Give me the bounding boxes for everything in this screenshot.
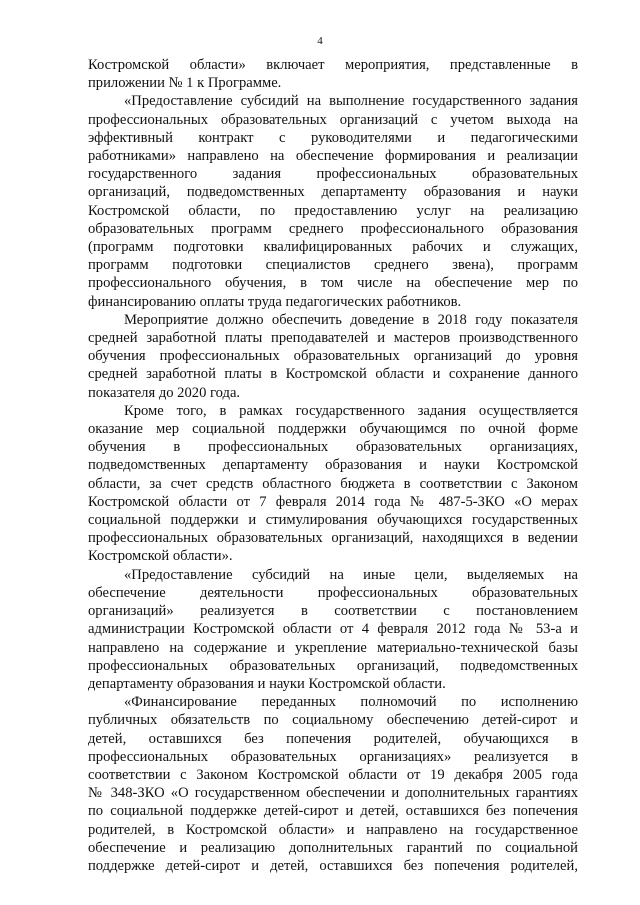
text-line: профессиональных образовательных организаций, находящихся в ведении: [88, 530, 578, 547]
text-line: социальной поддержки и стимулирования обучающихся государственных: [88, 512, 578, 529]
text-line: финансированию оплаты труда педагогических работников.: [88, 293, 462, 310]
text-line: средней заработной платы в Костромской области и сохранение данного: [88, 366, 578, 383]
text-line: организаций» реализуется в соответствии с постановлением: [88, 603, 578, 620]
text-line: администрации Костромской области от 4 февраля 2012 года № 53-а и: [88, 621, 578, 638]
paragraph: [88, 56, 578, 92]
text-line: обеспечение и реализацию дополнительных гарантий по социальной: [88, 839, 578, 856]
text-line: обучения в профессиональных образовательных организациях,: [88, 439, 578, 456]
text-line: публичных обязательств по социальному обеспечению детей-сирот и: [88, 712, 578, 729]
text-line: «Предоставление субсидий на иные цели, выделяемых на: [124, 566, 578, 583]
document-body: [88, 56, 578, 875]
text-line: Костромской области» включает мероприятия, представленные в: [88, 57, 578, 73]
paragraph: [88, 402, 578, 566]
text-line: родителей, в Костромской области» и направлено на государственное: [88, 821, 578, 838]
text-line: профессиональных образовательных организаций, подведомственных: [88, 657, 578, 674]
text-line: (программ подготовки квалифицированных рабочих и служащих,: [88, 239, 578, 256]
text-line: Костромской области от 7 февраля 2014 года № 487-5-ЗКО «О мерах: [88, 493, 578, 510]
text-line: профессиональных образовательных организациях» реализуется в: [88, 748, 578, 765]
paragraph: [88, 566, 578, 693]
text-line: организаций, подведомственных департаменту образования и науки: [88, 184, 578, 201]
text-line: поддержке детей-сирот и детей, оставшихся без попечения родителей,: [88, 857, 578, 874]
text-line: образовательных программ среднего профессионального образования: [88, 220, 578, 237]
page-number: 4: [317, 35, 323, 47]
text-line: оказание мер социальной поддержки обучающимся по очной форме: [88, 421, 578, 438]
text-line: № 348-ЗКО «О государственном обеспечении и дополнительных гарантиях: [88, 785, 578, 802]
text-line: обучения профессиональных образовательных организаций до уровня: [88, 348, 578, 365]
text-line: Мероприятие должно обеспечить доведение в 2018 году показателя: [124, 311, 578, 328]
text-line: программ подготовки специалистов среднего звена), программ: [88, 257, 578, 274]
text-line: «Финансирование переданных полномочий по исполнению: [124, 694, 578, 711]
paragraph: [88, 693, 578, 875]
text-line: обеспечение деятельности профессиональных образовательных: [88, 584, 578, 601]
text-line: направлено на содержание и укрепление материально-технической базы: [88, 639, 578, 656]
text-line: работниками» направлено на обеспечение формирования и реализации: [88, 148, 578, 165]
text-line: «Предоставление субсидий на выполнение государственного задания: [124, 93, 578, 110]
text-line: Кроме того, в рамках государственного задания осуществляется: [124, 402, 578, 419]
paragraph: [88, 311, 578, 402]
paragraph: [88, 92, 578, 310]
text-line: области, за счет средств областного бюджета в соответствии с Законом: [88, 475, 578, 492]
text-line: приложении № 1 к Программе.: [88, 75, 282, 92]
text-line: детей, оставшихся без попечения родителей, обучающихся в: [88, 730, 578, 747]
text-line: по социальной поддержке детей-сирот и детей, оставшихся без попечения: [88, 803, 578, 820]
text-line: Костромской области».: [88, 548, 233, 565]
text-line: Костромской области, по предоставлению услуг на реализацию: [88, 202, 578, 219]
text-line: департаменту образования и науки Костромской области.: [88, 675, 446, 692]
text-line: средней заработной платы преподавателей и мастеров производственного: [88, 330, 578, 347]
text-line: эффективный контракт с руководителями и педагогическими: [88, 129, 578, 146]
text-line: показателя до 2020 года.: [88, 384, 241, 401]
text-line: профессионального обучения, в том числе на обеспечение мер по: [88, 275, 578, 292]
text-line: профессиональных образовательных организаций с учетом выхода на: [88, 111, 578, 128]
text-line: соответствии с Законом Костромской области от 19 декабря 2005 года: [88, 766, 578, 783]
text-line: подведомственных департаменту образования и науки Костромской: [88, 457, 578, 474]
text-line: государственного задания профессиональных образовательных: [88, 166, 578, 183]
